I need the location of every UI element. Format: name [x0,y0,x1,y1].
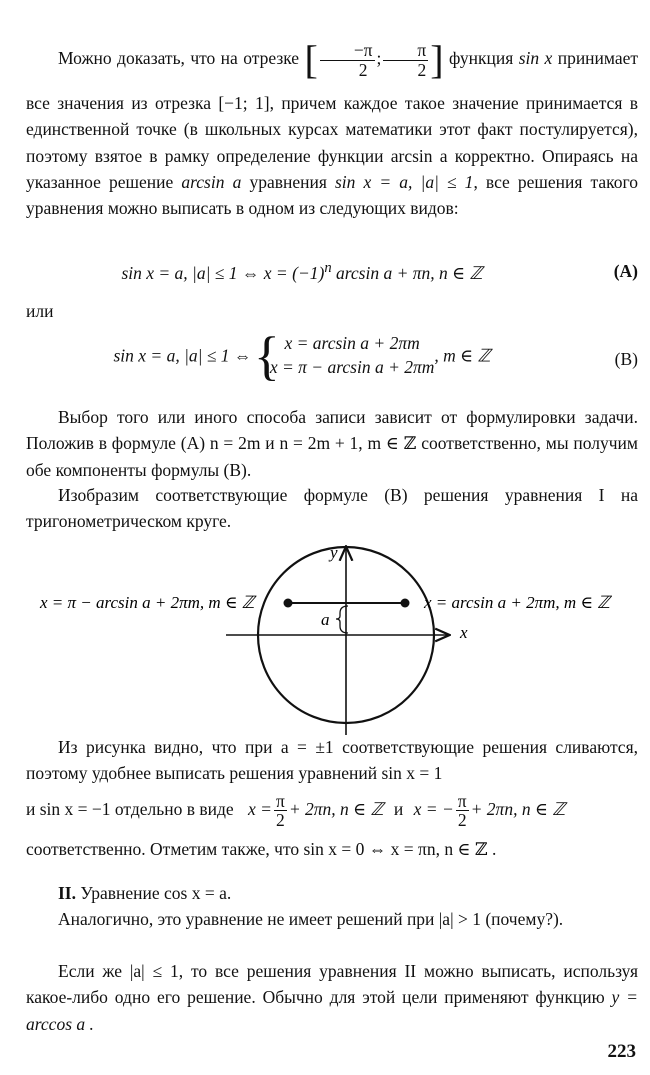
trig-circle-figure [0,540,650,740]
formula-b [26,332,638,392]
section-2-number: II. [58,883,76,903]
y-label: y [330,543,338,562]
p1-text-e: уравнения [249,171,327,192]
right-solution-point [401,599,410,608]
p4-text-a: Из рисунка видно, что при a = ±1 соответствующие решения сливаются, поэтому удобнее выписать решения уравнений sin x = 1 [26,737,638,784]
p4-frac-1: $\frac{\pi}{2}$ [275,791,285,831]
formula-b-after: , m ∈ ℤ [434,345,491,366]
paragraph-7 [26,958,638,1037]
p1-equation: sin x = a, |a| ≤ 1 [335,171,474,192]
paragraph-6: Аналогично, это уравнение не имеет решений при |a| > 1 (почему?). [58,909,564,929]
a-label: a [321,610,330,629]
formula-a-left: sin x = a, |a| ≤ 1 ⇔ x = (−1) [121,262,325,283]
right-solution-label: x = arcsin a + 2πm, m ∈ ℤ [424,593,610,612]
p4-and: и [393,798,404,819]
p4-text-c: соответственно. Отметим также, что sin x = 0 ⇔ x = πn, n ∈ ℤ . [26,839,497,859]
p1-text-c: принимает все значения из отрезка [−1; 1], причем каждое такое значение принимается в единственной точке (в школьных курсах математики этот факт постулируется), поэтому взятое в рамку определение функции arcsin a корректно. Опираясь на указанное решение [26,48,639,192]
formula-b-system [256,332,435,379]
formula-b-left: sin x = a, |a| ≤ 1 ⇔ [113,345,252,366]
paragraph-2: Выбор того или иного способа записи зависит от формулировки задачи. Положив в формуле (A) n = 2m и n = 2m + 1, m ∈ ℤ соответственно, мы получим обе компоненты формулы (B). [26,407,638,480]
paragraph-3: Изобразим соответствующие формуле (B) решения уравнения I на тригонометрическом круге. [26,485,638,532]
interval-right-fraction: $\frac{\pi}{2}$ [383,41,428,79]
interval-left-fraction: $\frac{-\pi}{2}$ [320,41,375,79]
formula-a-exponent: n [324,260,332,276]
page-number: 223 [607,1041,636,1062]
formula-b-line2: x = π − arcsin a + 2πm [269,356,435,377]
p7-text: Если же |a| ≤ 1, то все решения уравнения II можно выписать, используя какое-либо одно его решение. Обычно для этой цели применяют функцию [26,961,638,1008]
left-solution-label: x = π − arcsin a + 2πm, m ∈ ℤ [40,593,255,612]
p1-text-b: функция [448,48,514,69]
formula-a-right: arcsin a + πn, n ∈ ℤ [336,262,483,283]
left-solution-point [284,599,293,608]
p7-function: y = arccos a . [26,987,638,1034]
formula-b-line1: { x = arcsin a + 2πm [284,333,420,353]
paragraph-1: Можно доказать, что на отрезке [ $\frac{-\pi}{2}$ ; $\frac{\pi}{2}$ ] функция sin x принимает все значения из отрезка [−1; 1], причем каждое такое значение принимается в единственной точке (в школьных курсах математики этот факт постулируется), поэтому взятое в рамку определение функции arcsin a корректно. Опираясь на указанное решение arcsin a уравнения sin x = a, |a| ≤ 1, все решения такого уравнения можно выписать в одном из следующих видов: [26,37,639,218]
formula-b-tag: (B) [614,349,638,369]
p1-arcsin: arcsin a [181,171,242,192]
x-label: x [460,623,468,642]
p4-text-b: и sin x = −1 отдельно в виде [26,798,234,819]
p1-text-f: , все решения такого уравнения можно выписать в одном из следующих видов: [26,171,639,218]
formula-a-tag: (A) [613,261,638,281]
p1-text-a: Можно доказать, что на отрезке [58,48,300,69]
interval-bracket: [ [304,37,318,82]
formula-a [26,258,638,292]
paragraph-4 [26,734,638,787]
section-2-title: Уравнение cos x = a. [80,883,232,903]
paragraph-4-formulas: и sin x = −1 отдельно в виде x = $\frac{\pi}{2}$ + 2πn, n ∈ ℤ и x = − $\frac{\pi}{2}$ + 2πn, n ∈ ℤ [26,791,566,831]
p4-frac-2: $\frac{\pi}{2}$ [457,791,467,831]
section-2-heading [26,880,638,906]
p1-function: sin x [518,48,553,69]
or-word: или [26,301,54,321]
